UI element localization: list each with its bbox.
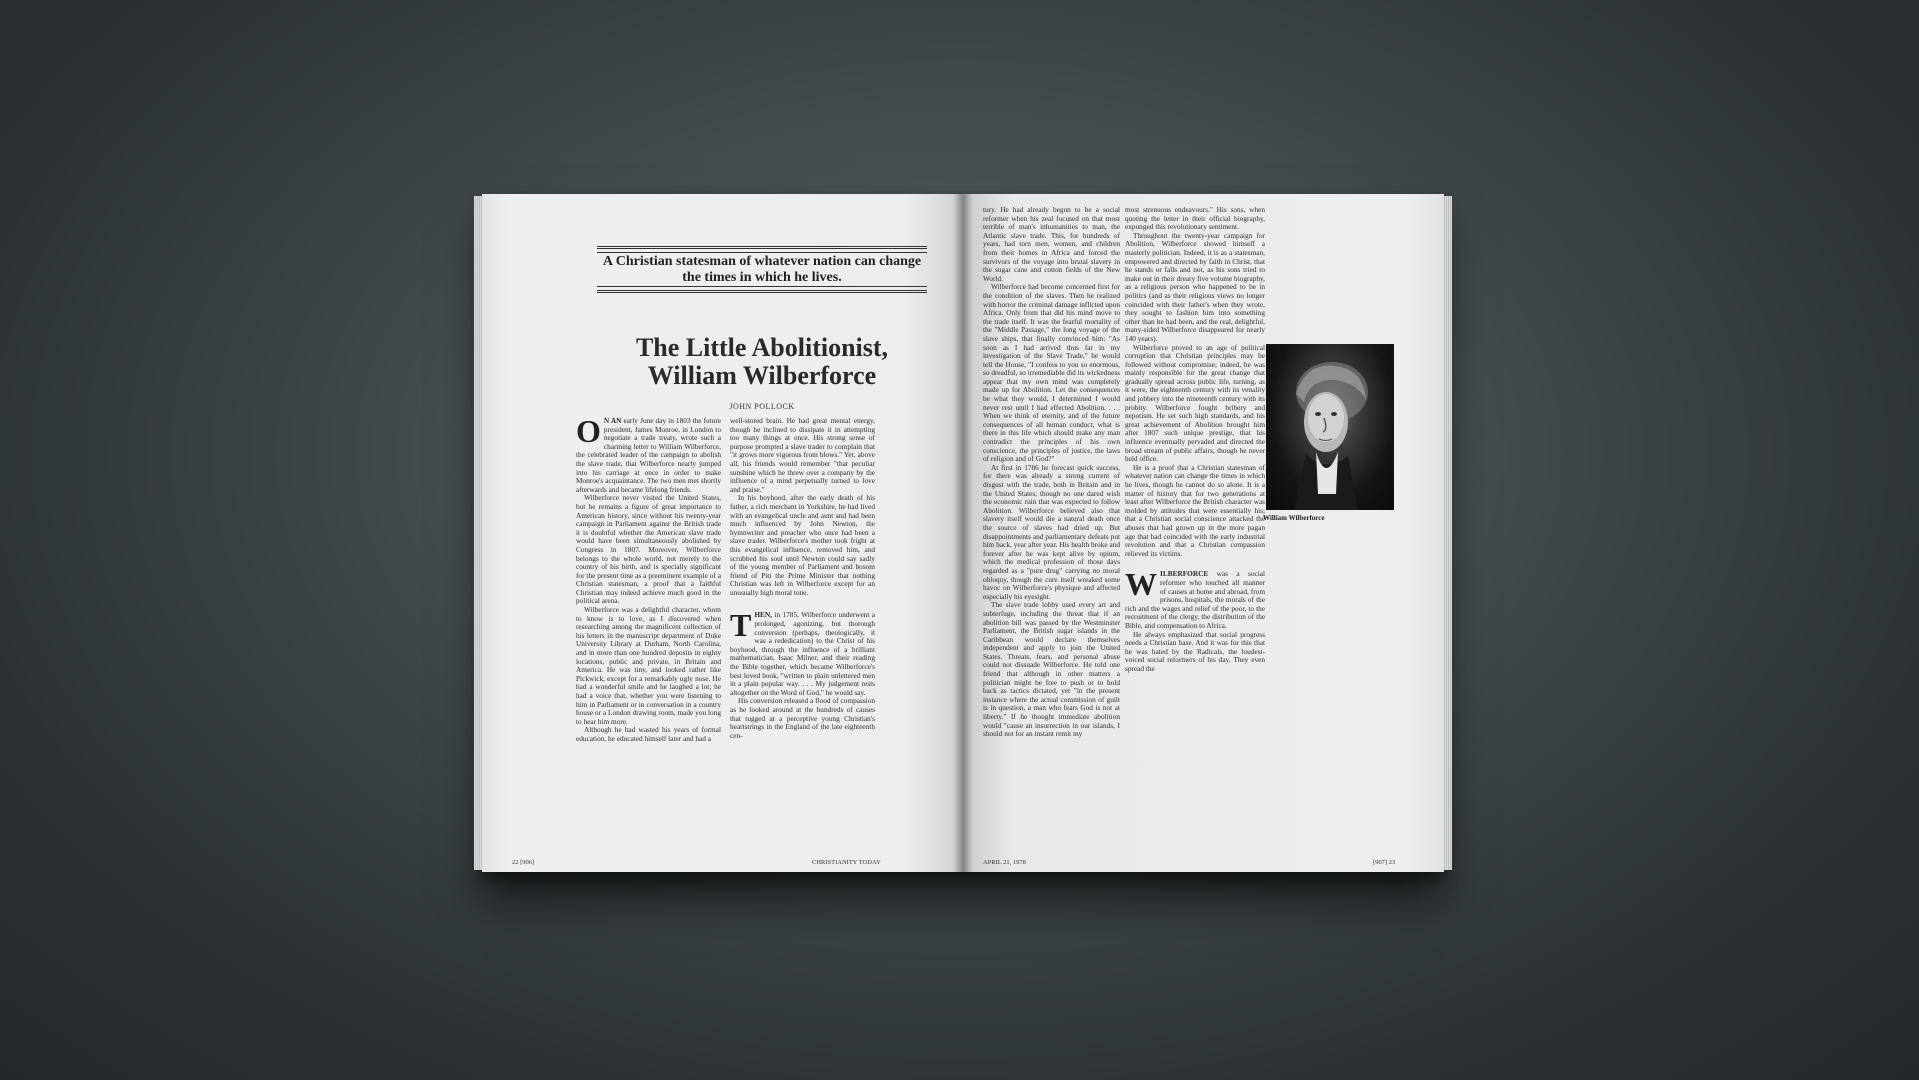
paragraph: In his boyhood, after the early death of his father, a rich merchant in Yorkshire, he had lived with an evangelical uncle and aunt and had been much influenced by John Newton, the hymnwriter and preacher who once had been a slave trader. Wilberforce's mother took fright at this evangelical influence, removed him, and scrubbed his soul until Newton could say sadly of the young member of Parliament and bosom friend of Pitt the Prime Minister that nothing Christian was left in Wilberforce except for an unusually high moral tone.: [730, 493, 875, 597]
left-column-2: [730, 417, 875, 740]
right-column-1: [983, 206, 1120, 739]
paragraph: tury. He had already begun to be a social reformer when his zeal focused on that most terrible of man's inhumanities to man, the Atlantic slave trade. This, for hundreds of years, had torn men, women, and children from their homes in Africa and forced the survivors of the voyage into brutal slavery in the sugar cane and cotton fields of the New World.: [983, 205, 1120, 283]
paragraph: He always emphasized that social progress needs a Christian base. And it was for this that he was hated by the Radicals, the loudest-voiced social reformers of his day. They even spread the: [1125, 629, 1265, 673]
article-title: The Little Abolitionist, William Wilberforce: [635, 333, 889, 390]
paragraph: Wilberforce had become concerned first for the condition of the slaves. Then he realized with horror the criminal damage inflicted upon Africa. Only from that did his mind move to the trade itself. It was the fearful mortality of the "Middle Passage," the long voyage of the slave ships, that finally convinced him: "As soon as I had arrived thus far in my investigation of the Slave Trade," he would tell the House, "I confess to you so enormous, so dreadful, so irremediable did its wickedness appear that my own mind was completely made up for Abolition. Let the consequences be what they would, I determined I would never rest until I had effected Abolition. . . . When we think of eternity, and of the future consequences of all human conduct, what is there in this life which should make any man contradict the principles of his own conscience, the principles of justice, the laws of religion and of God?": [983, 282, 1120, 464]
wilberforce-portrait: [1266, 344, 1394, 510]
paragraph-text: was a social reformer who touched all manner of causes at home and abroad, from prisons, hospitals, the morals of the rich and the wages and relief of the poor, to the recruitment of the clergy, the distribution of the Bible, and compensation to Africa.: [1125, 569, 1266, 630]
paragraph: The slave trade lobby used every art and subterfuge, including the threat that if an abolition bill was passed by the Westminster Parliament, the British sugar islands in the Caribbean would declare themselves independent and apply to join the United States. Threats, fears, and personal abuse could not dissuade Wilberforce. He told one friend that although in other matters a politician might be free to push or to hold back as tactics dictated, yet "in the present instance where the actual commission of guilt is in question, a man who fears God is not at liberty." If he thought immediate abolition would "cause an insurrection in our islands, I should not for an instant remit my: [983, 600, 1120, 739]
paragraph: [730, 607, 876, 697]
paragraph: Wilberforce proved to an age of political corruption that Christian principles may be followed without compromise; indeed, he was mainly responsible for the great change that gradually spread across public life, turning, as it were, the eighteenth century with its venality and jobbery into the nineteenth century with its probity. Wilberforce fought bribery and nepotism. He set such high standards, and his great achievement of Abolition brought him after 1807 such unique prestige, that his influence eventually pervaded and directed the broad stream of public affairs, though he never held office.: [1125, 342, 1265, 464]
paragraph: Throughout the twenty-year campaign for Abolition, Wilberforce showed himself a masterly politician. Indeed, it is as a statesman, empowered and directed by faith in Christ, that he stands or falls and not, as his sons tried to make out in their dreary five volume biography, as a religious person who happened to be in politics (and as their religious views no longer coincided with their father's when they wrote, they sought to fashion him into something other than he had been, and the real, delightful, many-sided Wilberforce disappeared for nearly 140 years).: [1125, 230, 1265, 343]
page-number-left: 22 [906]: [512, 859, 535, 866]
article-byline: JOHN POLLOCK: [729, 402, 795, 411]
page-stack-right: [1444, 196, 1452, 870]
drop-cap: O: [576, 413, 601, 449]
lead-in: ILBERFORCE: [1160, 569, 1209, 579]
paragraph: He is a proof that a Christian statesman of whatever nation can change the times in which he lives, though he cannot do so alone. It is a matter of history that for two generations at least after Wilberforce the British character was molded by attitudes that were essentially his; that a Christian social conscience attacked the abuses that had grown up in the more pagan age that had coincided with the early industrial revolution and that a Christian compassion relieved its victims.: [1125, 462, 1265, 558]
paragraph: well-stored brain. He had great mental energy, though he inclined to dissipate it in attempting too many things at once. His strong sense of purpose prompted a slave trader to complain that "it grows more vigorous from blows." Yet, above all, his friends would remember "that peculiar sunshine which he threw over a company by the influence of a mind perpetually turned to love and praise.": [730, 416, 875, 494]
lead-in: HEN,: [754, 610, 772, 620]
magazine-spread: [482, 194, 1444, 872]
portrait-illustration: [1266, 344, 1394, 510]
left-column-1: [576, 413, 721, 744]
paragraph: At first in 1786 he forecast quick success, for there was already a strong current of disgust with the trade, both in Britain and in the United States, though no one dared wish the economic ruin that was expected to follow Abolition. Wilberforce believed also that slavery itself would die a natural death once the source of slaves had dried up. But disappointments and parliamentary defeats put him back, year after year. His health broke and forever after he was kept alive by opium, which the medical profession of those days regarded as a "pure drug" carrying no moral obloquy, though the cure itself wreaked some havoc on Wilberforce's physique and affected especially his eyesight.: [983, 462, 1120, 601]
paragraph: [1125, 566, 1266, 630]
issue-date: APRIL 21, 1978: [983, 859, 1026, 866]
portrait-caption: William Wilberforce: [1263, 514, 1325, 522]
left-page: [482, 194, 963, 872]
publication-name: CHRISTIANITY TODAY: [812, 859, 881, 866]
paragraph: [576, 413, 721, 494]
lead-in: N AN: [603, 416, 622, 425]
paragraph: most strenuous endeavours." His sons, when quoting the letter in their official biography, expunged this revolutionary sentiment.: [1125, 205, 1265, 232]
paragraph: His conversion released a flood of compassion as he looked around at the hundreds of causes that tugged at a perceptive young Christian's heartstrings in the England of the late eighteenth cen-: [730, 696, 875, 740]
paragraph-text: in 1785, Wilberforce underwent a prolonged, agonizing, but thorough conversion (perhaps, theologically, it was a rededication) to the Christ of his boyhood, through the influence of a brilliant mathematician, Isaac Milner, and their reading the Bible together, which became Wilberforce's best loved book, "written to plain unlettered men in a plain popular way. . . . My judgement rests altogether on the Word of God," he would say.: [730, 610, 876, 697]
page-stack-left: [474, 196, 482, 870]
paragraph-text: early June day in 1803 the future president, James Monroe, in London to negotiate a trade treaty, wrote such a charming letter to William Wilberforce, the celebrated leader of the campaign to abolish the slave trade, that Wilberforce nearly jumped into his carriage at once in order to make Monroe's acquaintance. The two men met shortly afterwards and became lifelong friends.: [576, 416, 721, 494]
right-column-2: [1125, 206, 1265, 673]
paragraph: Wilberforce was a delightful character, whom to know is to love, as I discovered when researching among the magnificent collection of his letters in the manuscript department of Duke University Library at Durham, North Carolina, and in more than one hundred deposits in eighty locations, public and private, in Britain and America. He was tiny, and looked rather like Pickwick, except for a remarkably ugly nose. He had a wonderful smile and he laughed a lot; he had a voice that, whether you were listening to him in Parliament or in conversation in a country house or a London drawing room, made you long to hear him more.: [576, 605, 721, 726]
drop-cap: W: [1125, 566, 1157, 603]
right-page: [963, 194, 1444, 872]
page-number-right: [907] 23: [1373, 859, 1396, 866]
article-deck: A Christian statesman of whatever nation can change the times in which he lives.: [597, 246, 927, 293]
spine-gutter: [953, 194, 973, 872]
paragraph: Wilberforce never visited the United States, but he remains a figure of great importance to American history, since without his twenty-year campaign in Parliament against the British trade it is doubtful whether the American slave trade would have been simultaneously abolished by Congress in 1807. Moreover, Wilberforce belongs to the whole world, not merely to the country of his birth, and is specially significant for the present time as a preeminent example of a Christian statesman, a proof that a faithful Christian may indeed achieve much good in the political arena.: [576, 493, 721, 606]
paragraph: Although he had wasted his years of formal education, he educated himself later and had a: [576, 725, 721, 743]
drop-cap: T: [730, 607, 752, 644]
